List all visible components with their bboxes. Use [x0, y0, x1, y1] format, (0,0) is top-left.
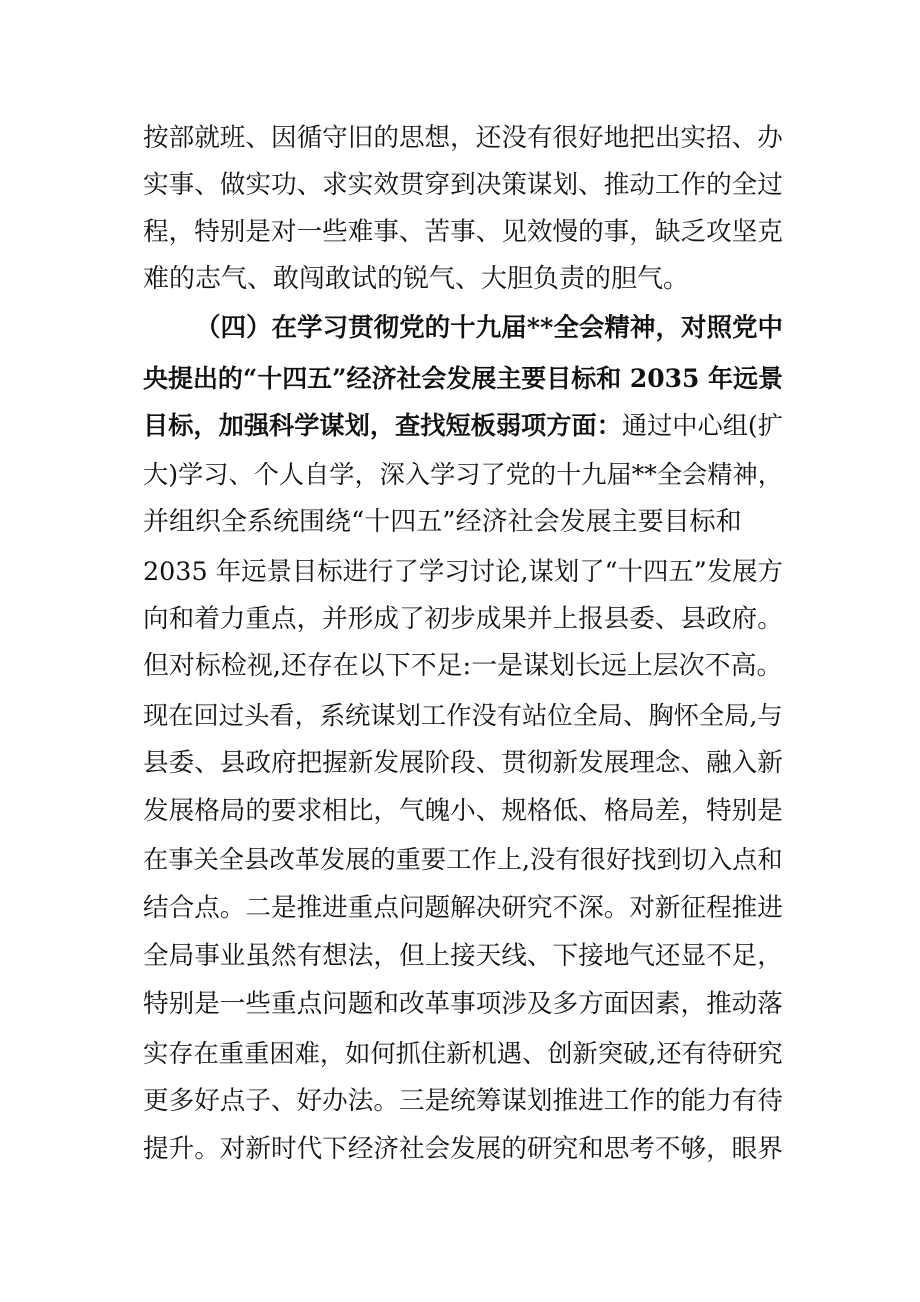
paragraph-text: 通过中心组(扩 [621, 411, 783, 440]
paragraph-line: 在事关全县改革发展的重要工作上,没有很好找到切入点和 [143, 845, 783, 874]
paragraph-line: 实事、做实功、求实效贯穿到决策谋划、推动工作的全过 [143, 170, 783, 200]
paragraph-line: 大)学习、个人自学，深入学习了党的十九届**全会精神， [143, 460, 783, 489]
paragraph-line: 全局事业虽然有想法，但上接天线、下接地气还显不足， [143, 941, 783, 971]
paragraph-line: 并组织全系统围绕“十四五”经济社会发展主要目标和 [143, 507, 742, 537]
paragraph-line: 2035 年远景目标进行了学习讨论,谋划了“十四五”发展方 [143, 556, 783, 586]
paragraph-line: 特别是一些重点问题和改革事项涉及多方面因素，推动落 [143, 989, 783, 1019]
paragraph-line: 县委、县政府把握新发展阶段、贯彻新发展理念、融入新 [143, 748, 783, 778]
section-heading: 央提出的“十四五”经济社会发展主要目标和 2035 年远景 [143, 364, 783, 393]
paragraph-line: 提升。对新时代下经济社会发展的研究和思考不够，眼界 [143, 1134, 783, 1164]
paragraph-line: 更多好点子、好办法。三是统筹谋划推进工作的能力有待 [143, 1086, 783, 1116]
paragraph-line: 但对标检视,还存在以下不足:一是谋划长远上层次不高。 [143, 651, 783, 681]
paragraph-line: 程，特别是对一些难事、苦事、见效慢的事，缺乏攻坚克 [143, 217, 783, 247]
paragraph-line: 现在回过头看，系统谋划工作没有站位全局、胸怀全局,与 [143, 701, 783, 730]
paragraph-line: 结合点。二是推进重点问题解决研究不深。对新征程推进 [143, 893, 783, 923]
section-heading-line [143, 402, 783, 449]
section-heading: （四）在学习贯彻党的十九届**全会精神，对照党中 [195, 313, 784, 343]
paragraph-line: 实存在重重困难，如何抓住新机遇、创新突破,还有待研究 [143, 1039, 783, 1068]
paragraph-line: 向和着力重点，并形成了初步成果并上报县委、县政府。 [143, 604, 783, 634]
paragraph-line: 按部就班、因循守旧的思想，还没有很好地把出实招、办 [143, 123, 783, 153]
section-heading-text: 目标，加强科学谋划，查找短板弱项方面： [143, 410, 622, 440]
paragraph-line: 发展格局的要求相比，气魄小、规格低、格局差，特别是 [143, 796, 783, 826]
paragraph-line: 难的志气、敢闯敢试的锐气、大胆负责的胆气。 [143, 264, 690, 294]
